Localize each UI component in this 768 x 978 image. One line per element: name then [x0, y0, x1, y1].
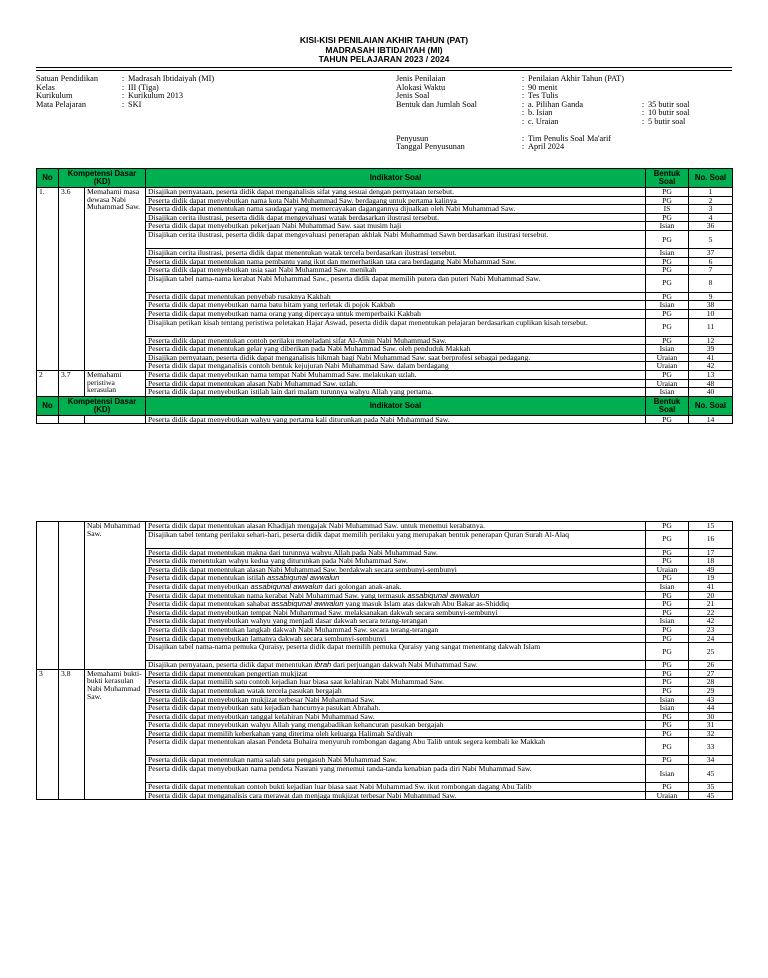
- indicator-cell: [146, 695, 646, 704]
- question-type: Isian: [646, 704, 689, 713]
- question-number: 8: [689, 274, 733, 292]
- indicator-text: Peserta didik dapat mneyebutkan wahyu Allah yang mengabadikan kehancuran pasukan bergajah: [148, 720, 444, 730]
- indicator-cell: [146, 336, 646, 345]
- question-number: 24: [689, 634, 733, 643]
- info-count: 10 butir soal: [648, 108, 690, 118]
- question-type: PG: [646, 257, 689, 266]
- col-nosoal: No. Soal: [689, 396, 733, 415]
- question-type: PG: [646, 213, 689, 222]
- indicator-text: Peserta didik dapat menentukan watak tercela pasukan bergajah: [148, 686, 342, 695]
- indicator-cell: [146, 274, 646, 292]
- question-number: 42: [689, 362, 733, 371]
- indicator-italic: assabiqunal awwalun: [407, 591, 480, 600]
- indicator-text: Peserta didik dapat menentukan gelar yang diberikan pada Nabi Muhammad Saw. oleh penduduk Makkah: [148, 344, 471, 354]
- info-key: Satuan Pendidikan: [36, 74, 98, 83]
- indicator-cell: [146, 712, 646, 721]
- question-number: 7: [689, 266, 733, 275]
- indicator-cell: [146, 188, 646, 197]
- indicator-cell: [146, 686, 646, 695]
- indicator-cell: [146, 522, 646, 531]
- question-number: 4: [689, 213, 733, 222]
- question-type: Uraian: [646, 362, 689, 371]
- indicator-text-end: dari golongan anak-anak.: [322, 582, 402, 591]
- indicator-text-end: yang masuk Islam atas dakwah Abu Bakar as-Shiddiq: [343, 599, 509, 609]
- indicator-cell: [146, 756, 646, 765]
- question-type: PG: [646, 548, 689, 557]
- indicator-text: Peserta didik dapat menyebutkan nama tempat Nabi Muhammad Saw. melakukan uzlah.: [148, 370, 417, 379]
- question-type: Isian: [646, 222, 689, 231]
- indicator-cell: [146, 591, 646, 600]
- question-type: Isian: [646, 582, 689, 591]
- info-key: [396, 118, 518, 127]
- indicator-text: Disajikan cerita ilustrasi, peserta didik dapat mengevaluasi watak berdasarkan ilustrasi tersebut.: [148, 213, 439, 222]
- question-number: 35: [689, 783, 733, 792]
- question-number: 33: [689, 738, 733, 756]
- indicator-cell: [146, 765, 646, 783]
- question-type: PG: [646, 336, 689, 345]
- info-key: Jenis Penilaian: [396, 74, 446, 83]
- question-type: Isian: [646, 388, 689, 397]
- question-type: PG: [646, 557, 689, 566]
- question-number: 23: [689, 625, 733, 634]
- indicator-text: Peserta didik dapat menentukan nama saudagar yang memercayakan dagangannya dijualkan oleh Nabi Muhammad Saw.: [148, 204, 516, 214]
- question-number: 42: [689, 617, 733, 626]
- indicator-text: Peserta didik dapat menentukan istilah: [148, 573, 268, 583]
- table-row: [37, 188, 733, 197]
- question-type: PG: [646, 574, 689, 583]
- indicator-cell: [146, 565, 646, 574]
- question-number: 34: [689, 756, 733, 765]
- indicator-cell: [146, 388, 646, 397]
- header-year: TAHUN PELAJARAN 2023 / 2024: [318, 54, 450, 64]
- info-key: Jenis Soal: [396, 91, 430, 101]
- question-type: PG: [646, 415, 689, 424]
- header-rule: [36, 70, 732, 71]
- indicator-cell: [146, 266, 646, 275]
- question-type: PG: [646, 591, 689, 600]
- question-number: 32: [689, 729, 733, 738]
- indicator-text: Peserta didik dapat menentukan langkah dakwah Nabi Muhammad Saw. secara terang-terangan: [148, 625, 439, 634]
- indicator-cell: [146, 669, 646, 678]
- question-number: 41: [689, 353, 733, 362]
- indicator-cell: [146, 608, 646, 617]
- question-number: 1: [689, 188, 733, 197]
- repeated-header-row: [37, 396, 733, 415]
- question-number: 6: [689, 257, 733, 266]
- question-number: 43: [689, 695, 733, 704]
- info-key: Alokasi Waktu: [396, 82, 446, 92]
- row-number: 2: [37, 370, 59, 396]
- question-type: Uraian: [646, 791, 689, 800]
- indicator-text: Peserta didik dapat menyebutkan pekerjaan Nabi Muhammad Saw. saat musim haji: [148, 221, 402, 231]
- indicator-text: Peserta didik dapat menyebutkan nama pendeta Nasrani yang menemui tanda-tanda kenabian pada diri Nabi Muhammad Saw.: [148, 764, 532, 774]
- question-type: PG: [646, 661, 689, 670]
- question-type: PG: [646, 266, 689, 275]
- question-type: PG: [646, 292, 689, 301]
- indicator-cell: [146, 213, 646, 222]
- indicator-cell: [146, 704, 646, 713]
- indicator-text: Disajikan pernyataan, peserta didik dapat menganalisis sifat yang sesuai dengan pernyataan tersebut.: [148, 187, 454, 196]
- indicator-cell: [146, 257, 646, 266]
- info-count: 5 butir soal: [648, 116, 686, 126]
- indicator-cell: [146, 318, 646, 336]
- question-type: PG: [646, 738, 689, 756]
- info-colon: :: [521, 108, 525, 118]
- kd-number: [59, 415, 85, 424]
- question-number: 45: [689, 765, 733, 783]
- indicator-cell: [146, 625, 646, 634]
- indicator-italic: assabiqunal awwalun: [250, 582, 323, 591]
- question-type: Isian: [646, 695, 689, 704]
- indicator-cell: [146, 548, 646, 557]
- indicator-cell: [146, 738, 646, 756]
- question-type: PG: [646, 634, 689, 643]
- indicator-cell: [146, 353, 646, 362]
- info-key: [396, 109, 518, 118]
- question-number: 27: [689, 669, 733, 678]
- info-key: Tanggal Penyusunan: [396, 142, 465, 152]
- indicator-text: Peserta didik dapat memilih keberkahan yang diterima oleh keluarga Halimah Sa'diyah: [148, 729, 413, 738]
- question-type: IS: [646, 205, 689, 214]
- info-value: b. Isian: [528, 108, 553, 118]
- col-no: No: [37, 396, 59, 415]
- question-number: 26: [689, 661, 733, 670]
- indicator-cell: [146, 634, 646, 643]
- indicator-cell: [146, 574, 646, 583]
- header-school: MADRASAH IBTIDAIYAH (MI): [325, 44, 443, 55]
- question-number: 17: [689, 548, 733, 557]
- indicator-text: Disajikan tabel nama-nama kerabat Nabi Muhammad Saw., peserta didik dapat memilih putera dan puteri Nabi Muhammad Saw.: [148, 274, 541, 283]
- indicator-cell: Peserta didik dapat menyebutkan wahyu yang pertama kali diturunkan pada Nabi Muhammad Saw.: [146, 415, 646, 424]
- info-colon: :: [521, 142, 525, 152]
- question-type: PG: [646, 712, 689, 721]
- indicator-text: Peserta didik dapat menentukan pengertian mukjizat: [148, 669, 308, 678]
- question-number: 12: [689, 336, 733, 345]
- question-number: 13: [689, 370, 733, 379]
- indicator-text: Peserta didik dapat menyebutkan nama kota Nabi Muhammad Saw. berdagang untuk pertama kalinya: [148, 196, 457, 205]
- indicator-text: Peserta didik dapat menyebutkan nama orang yang dipercaya untuk memperbaiki Kakbah: [148, 309, 421, 318]
- indicator-text: Peserta didik dapat menentukan sahabat: [148, 599, 272, 609]
- indicator-text: Peserta didik dapat menentukan alasan Khadijah mengajak Nabi Muhammad Saw. untuk menemui kerabatnya.: [148, 521, 485, 530]
- indicator-text: Peserta didik dapat menganalisis contoh bentuk kejujuran Nabi Muhammad Saw. dalam berdagang: [148, 361, 449, 371]
- table-row: [37, 370, 733, 379]
- info-row: [396, 143, 689, 152]
- info-key: Bentuk dan Jumlah Soal: [396, 99, 477, 109]
- indicator-cell: [146, 370, 646, 379]
- info-row: [36, 75, 214, 84]
- indicator-text: Disajikan cerita ilustrasi, peserta didik dapat menentukan watak tercela berdasarkan ilustrasi tersebut.: [148, 248, 457, 257]
- indicator-cell: [146, 309, 646, 318]
- info-value: Tim Penulis Soal Ma'arif: [528, 133, 612, 143]
- info-key: Kurikulum: [36, 91, 73, 101]
- info-value: III (Tiga): [128, 82, 159, 92]
- info-colon: :: [121, 82, 125, 92]
- question-type: PG: [646, 686, 689, 695]
- indicator-text: Peserta didik dapat menyebutkan istilah lain dari malam turunnya wahyu Allah yang pertama.: [148, 387, 433, 397]
- indicator-text: Peserta didik dapat menganalisis cara merawat dan menjaga mukjizat terbesar Nabi Muhammad Saw.: [148, 791, 457, 800]
- kisi-table-page1: [36, 168, 733, 424]
- info-value: Madrasah Ibtidaiyah (MI): [128, 74, 215, 83]
- question-number: 36: [689, 222, 733, 231]
- indicator-cell: [146, 617, 646, 626]
- indicator-text: Peserta didik dapat menentukan nama pembantu yang ikut dan memerhatikan tata cara berdagang Nabi Muhammad Saw.: [148, 257, 517, 266]
- col-kd: Kompetensi Dasar (KD): [59, 396, 146, 415]
- header-rule: [36, 67, 732, 68]
- info-left: [36, 75, 214, 109]
- indicator-text: Peserta didik dapat menentukan nama salah satu pengasuh Nabi Muhammad Saw.: [148, 755, 397, 765]
- indicator-cell: [146, 205, 646, 214]
- indicator-cell: [146, 530, 646, 548]
- indicator-text: Peserta didik dapat menentukan contoh bukti kejadian luar biasa saat Nabi Muhammad Sw. ikut rombongan dagang Abu Talib: [148, 782, 532, 792]
- kd-description: [85, 415, 146, 424]
- question-type: Isian: [646, 765, 689, 783]
- info-value: Tes Tulis: [528, 91, 559, 101]
- indicator-cell: [146, 362, 646, 371]
- document-header: [0, 36, 768, 65]
- indicator-text: Disajikan petikan kisah tentang peristiwa peletakan Hajar Aswad, peserta didik dapat menentukan pelajaran berdasarkan cuplikan kisah tersebut.: [148, 318, 588, 327]
- question-number: 25: [689, 643, 733, 661]
- indicator-cell: [146, 248, 646, 257]
- question-type: PG: [646, 678, 689, 687]
- indicator-cell: [146, 721, 646, 730]
- indicator-text: Peserta didik dapat menyebutkan wahyu yang menjadi dasar dakwah secara terang-terangan: [148, 616, 428, 626]
- col-nosoal: No. Soal: [689, 169, 733, 188]
- question-type: PG: [646, 669, 689, 678]
- info-colon: :: [521, 91, 525, 101]
- info-colon: :: [641, 99, 645, 109]
- info-key: Mata Pelajaran: [36, 99, 86, 109]
- question-type: PG: [646, 196, 689, 205]
- question-number: 18: [689, 557, 733, 566]
- info-key: Penyusun: [396, 133, 429, 143]
- info-row: [36, 101, 214, 110]
- question-number: 15: [689, 522, 733, 531]
- indicator-cell: [146, 301, 646, 310]
- question-number: 49: [689, 565, 733, 574]
- question-number: 29: [689, 686, 733, 695]
- col-indikator: Indikator Soal: [146, 396, 646, 415]
- question-number: 20: [689, 591, 733, 600]
- indicator-cell: [146, 791, 646, 800]
- indicator-text: Peserta didik dapat menentukan makna dari turunnya wahyu Allah pada Nabi Muhammad Saw.: [148, 548, 438, 557]
- question-type: Isian: [646, 301, 689, 310]
- indicator-cell: [146, 222, 646, 231]
- question-type: PG: [646, 608, 689, 617]
- indicator-text: Peserta didik dapat menyebutkan nama batu hitam yang terletak di pojok Kakbah: [148, 300, 395, 310]
- indicator-cell: [146, 582, 646, 591]
- question-number: 21: [689, 600, 733, 609]
- indicator-text: Peserta didik dapat menentukan contoh perilaku meneladani sifat Al-Amin Nabi Muhammad Saw.: [148, 336, 447, 345]
- question-number: 38: [689, 301, 733, 310]
- indicator-text: Disajikan pernyataan, peserta didik dapat menganalisis hikmah bagi Nabi Muhammad Saw. saat berprofesi sebagai pedagang.: [148, 353, 531, 362]
- question-type: Isian: [646, 345, 689, 354]
- question-number: 40: [689, 388, 733, 397]
- indicator-text: Peserta didik menentukan wahyu kedua yang diturunkan pada Nabi Muhammad Saw.: [148, 556, 408, 566]
- indicator-cell: [146, 729, 646, 738]
- question-type: Uraian: [646, 565, 689, 574]
- kd-description: Memahami peristiwa kerasulan: [85, 370, 146, 396]
- indicator-text: Peserta didik dapat menentukan nama kerabat Nabi Muhammad Saw. yang termasuk: [148, 591, 408, 600]
- question-type: PG: [646, 600, 689, 609]
- question-number: 2: [689, 196, 733, 205]
- indicator-text: Peserta didik dapat menentukan penyebab rusaknya Kakbah: [148, 292, 331, 301]
- info-colon: :: [121, 74, 125, 83]
- question-number: 19: [689, 574, 733, 583]
- info-value: SKI: [128, 99, 142, 109]
- question-number: 30: [689, 712, 733, 721]
- info-colon: :: [521, 74, 525, 83]
- question-number: 11: [689, 318, 733, 336]
- info-colon: :: [521, 82, 525, 92]
- indicator-text: Peserta didik dapat menentukan alasan Nabi Muhammad Saw. uzlah.: [148, 379, 358, 388]
- info-row: [396, 118, 689, 127]
- col-bentuk: Bentuk Soal: [646, 396, 689, 415]
- question-type: PG: [646, 756, 689, 765]
- info-colon: :: [521, 133, 525, 143]
- question-number: 16: [689, 530, 733, 548]
- info-colon: :: [641, 116, 645, 126]
- question-type: PG: [646, 783, 689, 792]
- question-number: 48: [689, 379, 733, 388]
- question-number: 37: [689, 248, 733, 257]
- indicator-text: Peserta didik dapat menyebutkan lamanya dakwah secara sembunyi-sembunyi: [148, 634, 387, 643]
- question-type: PG: [646, 625, 689, 634]
- indicator-text: Peserta didik dapat menyebutkan satu kejadian hancurnya pasukan Abrahah.: [148, 703, 381, 713]
- question-type: PG: [646, 522, 689, 531]
- question-number: 10: [689, 309, 733, 318]
- question-number: 31: [689, 721, 733, 730]
- indicator-cell: [146, 230, 646, 248]
- indicator-cell: [146, 678, 646, 687]
- info-key: Kelas: [36, 82, 55, 92]
- indicator-cell: [146, 345, 646, 354]
- question-type: PG: [646, 643, 689, 661]
- info-right: [396, 75, 689, 152]
- question-number: 39: [689, 345, 733, 354]
- indicator-text: Disajikan tabel nama-nama pemuka Quraisy, peserta didik dapat memilih pemuka Quraisy yang sangat menentang dakwah Islam: [148, 642, 541, 652]
- table-row: [37, 415, 733, 424]
- col-no: No: [37, 169, 59, 188]
- kd-number: [59, 522, 85, 670]
- indicator-text: Peserta didik dapat menyebutkan tanggal kelahiran Nabi Muhammad Saw.: [148, 712, 375, 721]
- indicator-cell: [146, 661, 646, 670]
- indicator-cell: [146, 557, 646, 566]
- indicator-cell: [146, 643, 646, 661]
- question-number: 3: [689, 205, 733, 214]
- indicator-cell: [146, 600, 646, 609]
- kisi-table-page2: [36, 521, 733, 800]
- kd-number: 3.7: [59, 370, 85, 396]
- question-number: 9: [689, 292, 733, 301]
- indicator-text: Peserta didik dapat menyebutkan: [148, 582, 251, 591]
- question-number: 45: [689, 791, 733, 800]
- indicator-text: Peserta didik dapat menentukan alasan Nabi Muhammad Saw. berdakwah secara sembunyi-sembunyi: [148, 565, 457, 574]
- row-number: [37, 415, 59, 424]
- question-type: PG: [646, 274, 689, 292]
- indicator-cell: [146, 196, 646, 205]
- question-type: PG: [646, 370, 689, 379]
- question-type: Uraian: [646, 353, 689, 362]
- question-type: Isian: [646, 248, 689, 257]
- question-type: PG: [646, 309, 689, 318]
- row-number: 1.: [37, 188, 59, 371]
- info-colon: :: [641, 108, 645, 118]
- kd-number: 3.8: [59, 669, 85, 800]
- info-value: April 2024: [528, 142, 565, 152]
- kd-number: 3.6: [59, 188, 85, 371]
- indicator-text: Peserta didik dapat memilih satu contoh kejadian luar biasa saat kelahiran Nabi Muhammad Saw.: [148, 677, 445, 687]
- col-indikator: Indikator Soal: [146, 169, 646, 188]
- indicator-italic: assabiqunal awwalun: [267, 573, 340, 583]
- indicator-italic: ibrah: [314, 660, 332, 670]
- indicator-cell: [146, 292, 646, 301]
- indicator-text-end: dari perjuangan dakwah Nabi Muhammad Saw.: [331, 660, 478, 670]
- info-colon: :: [121, 99, 125, 109]
- question-type: PG: [646, 721, 689, 730]
- info-colon: :: [521, 116, 525, 126]
- table-row: [37, 669, 733, 678]
- info-value: Penilaian Akhir Tahun (PAT): [528, 74, 624, 83]
- info-value: Kurikulum 2013: [128, 91, 184, 101]
- question-type: PG: [646, 318, 689, 336]
- indicator-cell: [146, 783, 646, 792]
- question-type: PG: [646, 729, 689, 738]
- question-type: PG: [646, 530, 689, 548]
- info-value: a. Pilihan Ganda: [528, 99, 584, 109]
- question-type: PG: [646, 188, 689, 197]
- row-number: [37, 522, 59, 670]
- question-number: 41: [689, 582, 733, 591]
- kd-description: Nabi Muhammad Saw.: [85, 522, 146, 670]
- indicator-text: Peserta didik dapat menyebutkan usia saat Nabi Muhammad Saw. menikah: [148, 265, 377, 275]
- col-bentuk: Bentuk Soal: [646, 169, 689, 188]
- question-number: 5: [689, 230, 733, 248]
- indicator-text: Peserta didik dapat menentukan alasan Pendeta Buhaira menyuruh rombongan dagang Abu Talib untuk segera kembali ke Makkah: [148, 737, 546, 747]
- col-kd: Kompetensi Dasar (KD): [59, 169, 146, 188]
- kd-description: Memahami bukti-bukti kerasulan Nabi Muhammad Saw.: [85, 669, 146, 800]
- indicator-text: Peserta didik dapat menyebutkan tempat Nabi Muhammad Saw. melaksanakan dakwah secara sembunyi-sembunyi: [148, 608, 498, 617]
- header-title: KISI-KISI PENILAIAN AKHIR TAHUN (PAT): [299, 35, 469, 45]
- table-row: [37, 522, 733, 531]
- question-number: 28: [689, 678, 733, 687]
- info-count: 35 butir soal: [648, 99, 690, 109]
- indicator-text: Peserta didik dapat menyebutkan mukjizat terbesar Nabi Muhammad Saw.: [148, 695, 375, 704]
- info-colon: :: [521, 99, 525, 109]
- indicator-italic: assabiqunal awwalun: [271, 599, 344, 609]
- row-number: 3: [37, 669, 59, 800]
- question-number: 14: [689, 415, 733, 424]
- question-type: Isian: [646, 617, 689, 626]
- question-number: 44: [689, 704, 733, 713]
- question-type: Uraian: [646, 379, 689, 388]
- info-value: c. Uraian: [528, 116, 559, 126]
- info-value: 90 menit: [528, 82, 558, 92]
- indicator-text: Disajikan pernyataan, peserta didik dapat menentukan: [148, 660, 315, 670]
- indicator-cell: [146, 379, 646, 388]
- kd-description: Memahami masa dewasa Nabi Muhammad Saw.: [85, 188, 146, 371]
- question-type: PG: [646, 230, 689, 248]
- indicator-text: Disajikan tabel tentang perilaku sehari-hari, peserta didik dapat memilih perilaku yang merupakan bentuk penerapan Quran Surah Al-Alaq: [148, 530, 570, 539]
- indicator-text: Disajikan cerita ilustrasi, peserta didik dapat mengevaluasi penerapan akhlak Nabi Muhammad Sawn berdasarkan ilustrasi tersebut.: [148, 230, 549, 239]
- question-number: 22: [689, 608, 733, 617]
- info-colon: :: [121, 91, 125, 101]
